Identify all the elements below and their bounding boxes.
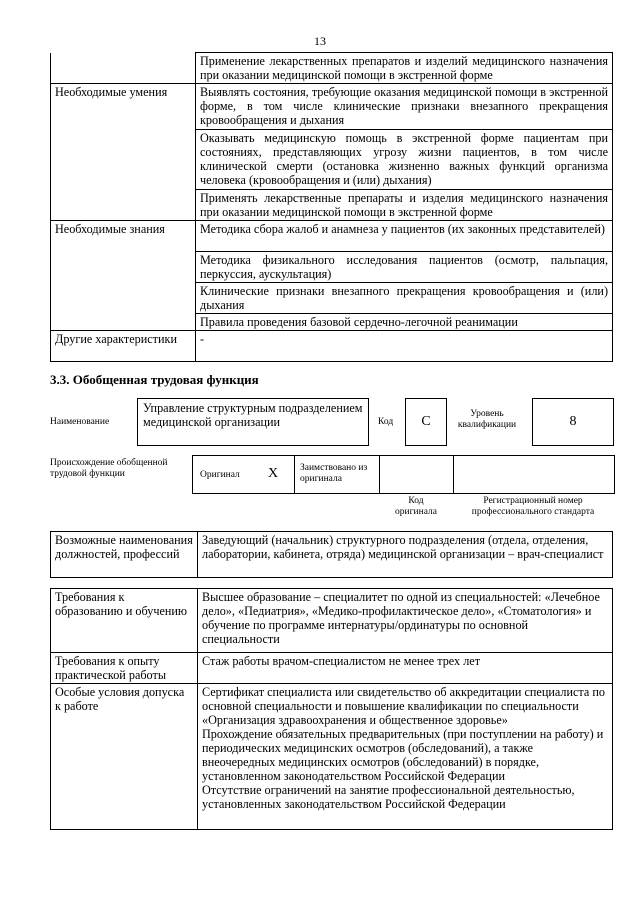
level-value: 8	[569, 414, 577, 429]
name-label: Наименование	[50, 417, 110, 427]
original-label: Оригинал	[200, 470, 240, 480]
row-value: Правила проведения базовой сердечно-легочной реанимации	[196, 314, 613, 331]
requirement-label: Требования к опыту практической работы	[51, 653, 198, 684]
requirement-value: Сертификат специалиста или свидетельство об аккредитации специалиста по основной специальности и повышение квалификации по специальности «Организация здравоохранения и общественное здоровье» Прохождение обязательных предварительных (при поступлении на работу) и периодических медицинских осмотров (обследований), а также внеочередных медицинских осмотров (обследований) в порядке, установленном законодательством Российской Федерации Отсутствие ограничений на занятие профессиональной деятельностью, установленных законодательством Российской Федерации	[198, 684, 613, 830]
name-value-box	[137, 398, 369, 446]
row-value: Клинические признаки внезапного прекращения кровообращения и (или) дыхания	[196, 283, 613, 314]
code-label: Код	[378, 417, 394, 427]
name-value: Управление структурным подразделением медицинской организации	[143, 401, 363, 429]
page-number: 13	[314, 34, 326, 48]
level-value-box	[532, 398, 614, 446]
borrowed-label: Заимствовано из оригинала	[300, 463, 368, 484]
requirement-value: Высшее образование – специалитет по одной из специальностей: «Лечебное дело», «Педиатрия», «Медико-профилактическое дело», «Стоматология» и обучение по программе интернатуры/ординатуры по основной специальности	[198, 589, 613, 653]
table-row	[51, 283, 613, 314]
table-row	[51, 684, 613, 830]
requirements-table	[50, 588, 613, 830]
positions-label: Возможные наименования должностей, профессий	[51, 532, 198, 578]
table-row	[51, 252, 613, 283]
row-value: Методика сбора жалоб и анамнеза у пациентов (их законных представителей)	[196, 221, 613, 252]
row-label	[51, 283, 196, 314]
row-label: Необходимые знания	[51, 221, 196, 252]
row-label	[51, 314, 196, 331]
code-caption: Код оригинала	[395, 496, 437, 517]
table-row	[51, 532, 613, 578]
row-value: Применение лекарственных препаратов и изделий медицинского назначения при оказании медицинской помощи в экстренной форме	[196, 53, 613, 84]
code-value: C	[421, 414, 431, 429]
row-label	[51, 130, 196, 190]
positions-value: Заведующий (начальник) структурного подразделения (отдела, отделения, лаборатории, кабинета, отряда) медицинской организации – врач-специалист	[198, 532, 613, 578]
requirement-value: Стаж работы врачом-специалистом не менее трех лет	[198, 653, 613, 684]
row-value: Оказывать медицинскую помощь в экстренной форме пациентам при состояниях, представляющих угрозу жизни пациентов, в том числе клинической смерти (остановка жизненно важных функций организма человека (кровообращения и (или) дыхания)	[196, 130, 613, 190]
table-row	[51, 190, 613, 221]
row-value: -	[196, 331, 613, 362]
code-value-box	[405, 398, 447, 446]
table-row	[51, 130, 613, 190]
row-value: Выявлять состояния, требующие оказания медицинской помощи в экстренной форме, в том числе клинические признаки внезапного прекращения кровообращения и дыхания	[196, 84, 613, 130]
row-label: Необходимые умения	[51, 84, 196, 130]
skills-table	[50, 52, 613, 362]
reg-caption: Регистрационный номер профессионального стандарта	[471, 496, 595, 517]
row-value: Применять лекарственные препараты и изделия медицинского назначения при оказании медицинской помощи в экстренной форме	[196, 190, 613, 221]
table-row	[51, 653, 613, 684]
table-row	[51, 53, 613, 84]
row-label	[51, 53, 196, 84]
origin-label: Происхождение обобщенной трудовой функции	[50, 458, 168, 479]
row-label	[51, 252, 196, 283]
row-value: Методика физикального исследования пациентов (осмотр, пальпация, перкуссия, аускультация)	[196, 252, 613, 283]
requirement-label: Особые условия допуска к работе	[51, 684, 198, 830]
row-label	[51, 190, 196, 221]
table-row	[51, 221, 613, 252]
row-label: Другие характеристики	[51, 331, 196, 362]
table-row	[51, 331, 613, 362]
table-row	[51, 589, 613, 653]
positions-table	[50, 531, 613, 578]
requirement-label: Требования к образованию и обучению	[51, 589, 198, 653]
section-title: 3.3. Обобщенная трудовая функция	[50, 372, 259, 387]
table-row	[51, 314, 613, 331]
original-mark: X	[268, 466, 279, 481]
origin-boxes	[192, 455, 615, 494]
level-label: Уровень квалификации	[457, 409, 517, 430]
table-row	[51, 84, 613, 130]
